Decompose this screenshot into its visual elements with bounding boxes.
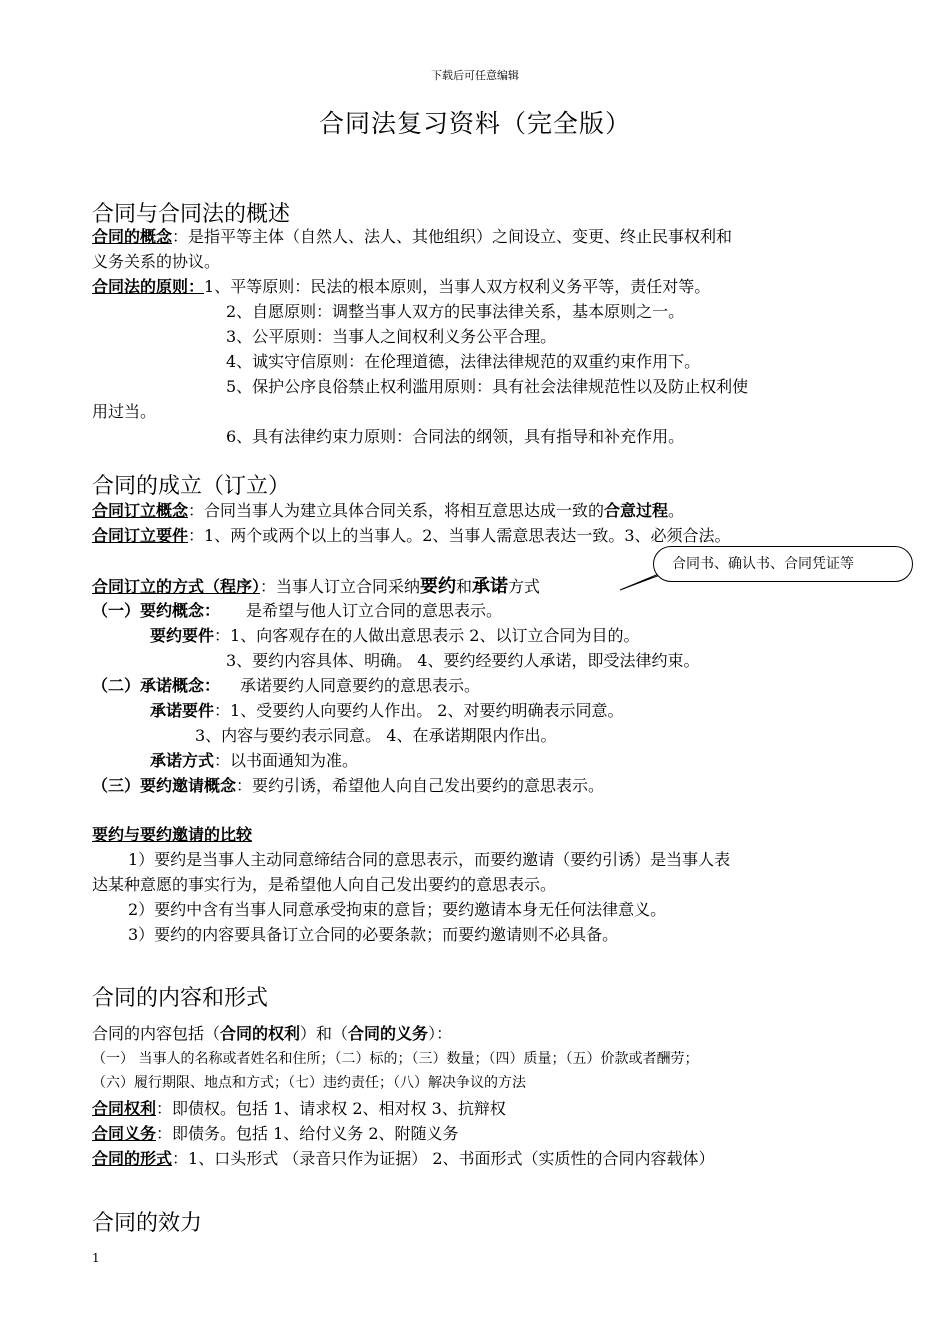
acceptance-way-label: 承诺方式 xyxy=(150,751,215,770)
acceptance-way xyxy=(150,748,358,771)
method-end: 方式 xyxy=(508,577,541,596)
content-intro xyxy=(92,1021,452,1044)
comparison-heading: 要约与要约邀请的比较 xyxy=(92,825,253,844)
principle-3: 3、公平原则：当事人之间权利义务公平合理。 xyxy=(226,327,557,346)
formation-method-text: ：当事人订立合同采纳 xyxy=(260,577,421,596)
comparison-1: 1）要约是当事人主动同意缔结合同的意思表示，而要约邀请（要约引诱）是当事人表 xyxy=(128,850,731,869)
acceptance-requirements xyxy=(150,698,623,721)
acceptance-concept xyxy=(92,673,480,696)
principle-5: 5、保护公序良俗禁止权利滥用原则：具有社会法律规范性以及防止权利使 xyxy=(226,377,749,396)
acceptance-way-text: ：以书面通知为准。 xyxy=(214,751,359,770)
callout-text: 合同书、确认书、合同凭证等 xyxy=(672,556,854,572)
section-heading-overview: 合同与合同法的概述 xyxy=(92,202,291,227)
content-items-1: （一） 当事人的名称或者姓名和住所；（二）标的；（三）数量；（四）质量；（五）价款或者酬劳； xyxy=(92,1051,699,1067)
principle-1: 1、平等原则：民法的根本原则，当事人双方权利义务平等，责任对等。 xyxy=(204,277,711,296)
invitation-concept xyxy=(92,773,604,796)
content-intro-a: 合同的内容包括（ xyxy=(92,1024,221,1043)
contract-form-label: 合同的形式 xyxy=(92,1149,173,1168)
page-header: 下载后可任意编辑 xyxy=(431,69,519,82)
acceptance-concept-label: （二）承诺概念： xyxy=(92,676,221,695)
offer-concept-label: （一）要约概念： xyxy=(92,601,221,620)
section-heading-content: 合同的内容和形式 xyxy=(92,986,269,1011)
contract-form xyxy=(92,1146,715,1169)
acceptance-concept-text: 承诺要约人同意要约的意思表示。 xyxy=(240,676,481,695)
contract-rights-text: ：即债权。包括 1、请求权 2、相对权 3、抗辩权 xyxy=(156,1099,506,1118)
principles-label: 合同法的原则： xyxy=(92,277,205,296)
comparison-2: 2）要约中含有当事人同意承受拘束的意旨；要约邀请本身无任何法律意义。 xyxy=(128,900,667,919)
content-duty-term: 合同的义务 xyxy=(348,1024,429,1043)
section-heading-formation: 合同的成立（订立） xyxy=(92,474,291,499)
document-title: 合同法复习资料（完全版） xyxy=(318,109,631,138)
principle-4: 4、诚实守信原则：在伦理道德，法律法律规范的双重约束作用下。 xyxy=(226,352,701,371)
offer-req-label: 要约要件 xyxy=(150,626,215,645)
offer-concept xyxy=(92,598,502,621)
content-items-2: （六）履行期限、地点和方式；（七）违约责任；（八）解决争议的方法 xyxy=(92,1075,526,1091)
formation-concept-end: 。 xyxy=(668,501,685,520)
acceptance-req-label: 承诺要件 xyxy=(150,701,215,720)
content-intro-d: ）： xyxy=(428,1024,453,1043)
contract-concept-line2: 义务关系的协议。 xyxy=(92,252,221,271)
offer-requirements-2: 3、要约内容具体、明确。 4、要约经要约人承诺，即受法律约束。 xyxy=(226,651,700,670)
formation-req-text: ：1、两个或两个以上的当事人。2、当事人需意思表达一致。3、必须合法。 xyxy=(188,526,731,545)
contract-form-text: ：1、口头形式 （录音只作为证据） 2、书面形式（实质性的合同内容载体） xyxy=(172,1149,715,1168)
contract-rights-label: 合同权利 xyxy=(92,1099,157,1118)
content-rights-term: 合同的权利 xyxy=(220,1024,301,1043)
contract-concept-label: 合同的概念 xyxy=(92,227,173,246)
formation-method-label: 合同订立的方式（程序） xyxy=(92,577,261,596)
contract-duties-text: ：即债务。包括 1、给付义务 2、附随义务 xyxy=(156,1124,459,1143)
principle-2: 2、自愿原则：调整当事人双方的民事法律关系，基本原则之一。 xyxy=(226,302,685,321)
acceptance-requirements-2: 3、内容与要约表示同意。 4、在承诺期限内作出。 xyxy=(195,726,557,745)
formation-concept-bold: 合意过程 xyxy=(604,501,669,520)
page-number: 1 xyxy=(92,1251,100,1265)
formation-concept-text: ：合同当事人为建立具体合同关系，将相互意思达成一致的 xyxy=(188,501,605,520)
offer-requirements xyxy=(150,623,639,646)
acceptance-term: 承诺 xyxy=(472,576,509,597)
formation-concept-label: 合同订立概念 xyxy=(92,501,189,520)
offer-concept-text: 是希望与他人订立合同的意思表示。 xyxy=(246,601,503,620)
comparison-3: 3）要约的内容要具备订立合同的必要条款；而要约邀请则不必具备。 xyxy=(128,925,619,944)
invitation-concept-text: ：要约引诱，希望他人向自己发出要约的意思表示。 xyxy=(236,776,605,795)
offer-term: 要约 xyxy=(420,576,457,597)
contract-concept-text: ：是指平等主体（自然人、法人、其他组织）之间设立、变更、终止民事权利和 xyxy=(172,227,733,246)
content-intro-c: ）和（ xyxy=(300,1024,349,1043)
acceptance-req-text: ：1、受要约人向要约人作出。 2、对要约明确表示同意。 xyxy=(214,701,624,720)
contract-duties-label: 合同义务 xyxy=(92,1124,157,1143)
offer-req-text: ：1、向客观存在的人做出意思表示 2、以订立合同为目的。 xyxy=(214,626,640,645)
contract-duties xyxy=(92,1121,459,1144)
comparison-1-cont: 达某种意愿的事实行为，是希望他人向自己发出要约的意思表示。 xyxy=(92,875,557,894)
principle-5-cont: 用过当。 xyxy=(92,402,157,421)
principle-6: 6、具有法律约束力原则：合同法的纲领，具有指导和补充作用。 xyxy=(226,427,685,446)
formation-req-label: 合同订立要件 xyxy=(92,526,189,545)
invitation-concept-label: （三）要约邀请概念 xyxy=(92,776,237,795)
contract-rights xyxy=(92,1096,506,1119)
method-and: 和 xyxy=(456,577,473,596)
section-heading-validity: 合同的效力 xyxy=(92,1211,203,1236)
